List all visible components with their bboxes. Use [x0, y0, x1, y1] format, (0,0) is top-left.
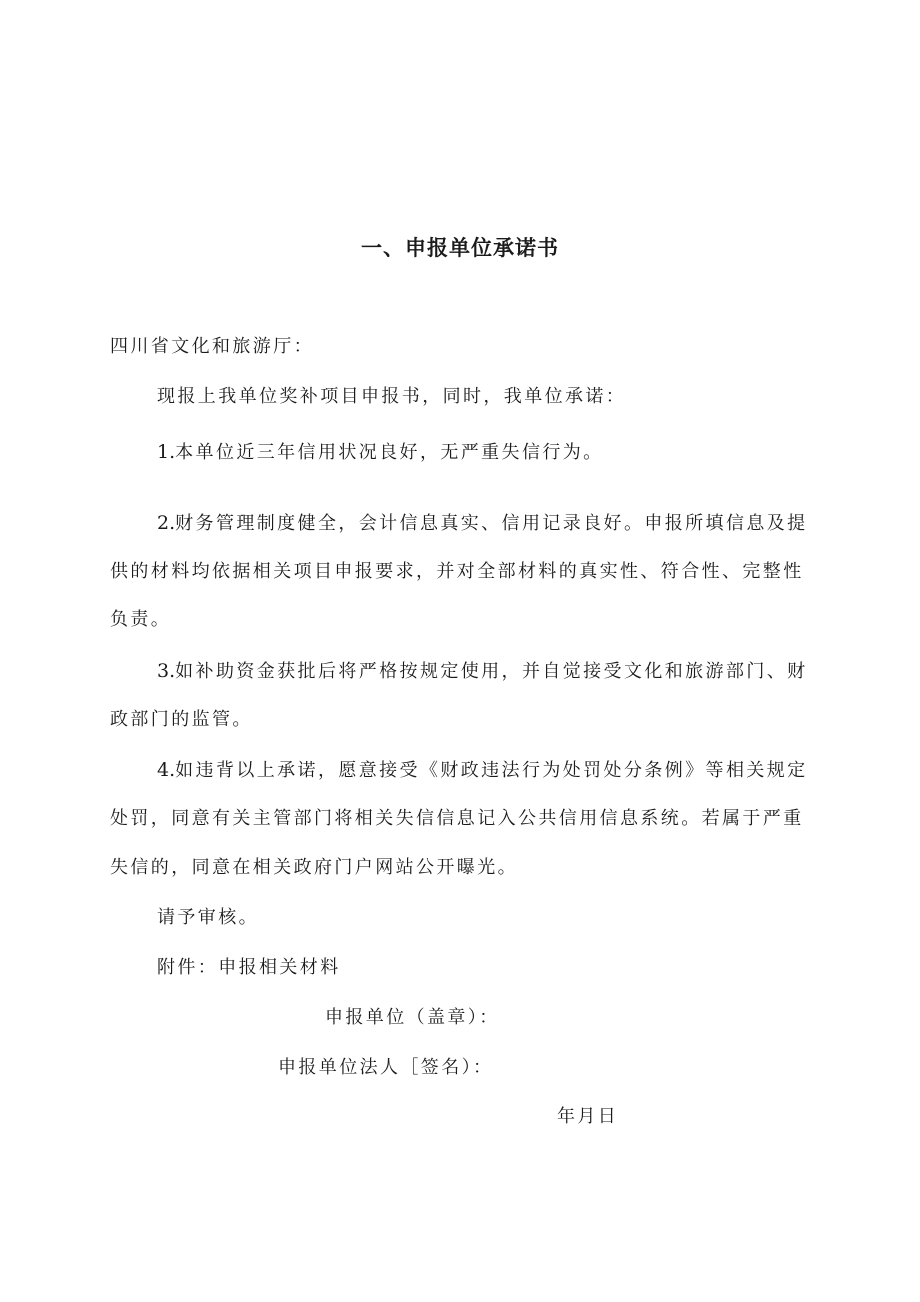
- item-text-continued: 政部门的监管。: [110, 709, 253, 730]
- commitment-item-2: [157, 511, 808, 536]
- item-text: 财务管理制度健全，会计信息真实、信用记录良好。申报所填信息及提: [175, 513, 808, 534]
- item-number: 4.: [157, 759, 176, 781]
- salutation: 四川省文化和旅游厅：: [110, 336, 314, 357]
- item-text: 如补助资金获批后将严格按规定使用，并自觉接受文化和旅游部门、财: [175, 661, 808, 682]
- commitment-item-1: [157, 440, 604, 465]
- item-text: 本单位近三年信用状况良好，无严重失信行为。: [175, 442, 604, 463]
- item-text-continued: 处罚，同意有关主管部门将相关失信信息记入公共信用信息系统。若属于严重: [110, 808, 804, 829]
- item-text-continued: 失信的，同意在相关政府门户网站公开曝光。: [110, 857, 518, 878]
- item-text: 如违背以上承诺，愿意接受《财政违法行为处罚处分条例》等相关规定: [175, 760, 808, 781]
- item-number: 3.: [157, 660, 176, 682]
- signature-legal-person: 申报单位法人［签名）：: [278, 1057, 494, 1078]
- item-text-continued: 供的材料均依据相关项目申报要求，并对全部材料的真实性、符合性、完整性: [110, 561, 804, 582]
- intro-paragraph: 现报上我单位奖补项目申报书，同时，我单位承诺：: [157, 386, 627, 407]
- item-number: 1.: [157, 441, 176, 463]
- item-text-continued: 负责。: [110, 609, 172, 630]
- signature-date: 年月日: [557, 1106, 619, 1127]
- attachment-line: 附件：申报相关材料: [157, 957, 341, 978]
- signature-unit-seal: 申报单位（盖章）：: [325, 1007, 500, 1028]
- request-line: 请予审核。: [157, 907, 259, 928]
- document-title: 一、申报单位承诺书: [361, 236, 559, 260]
- commitment-item-4: [157, 758, 808, 783]
- item-number: 2.: [157, 512, 176, 534]
- commitment-item-3: [157, 659, 808, 684]
